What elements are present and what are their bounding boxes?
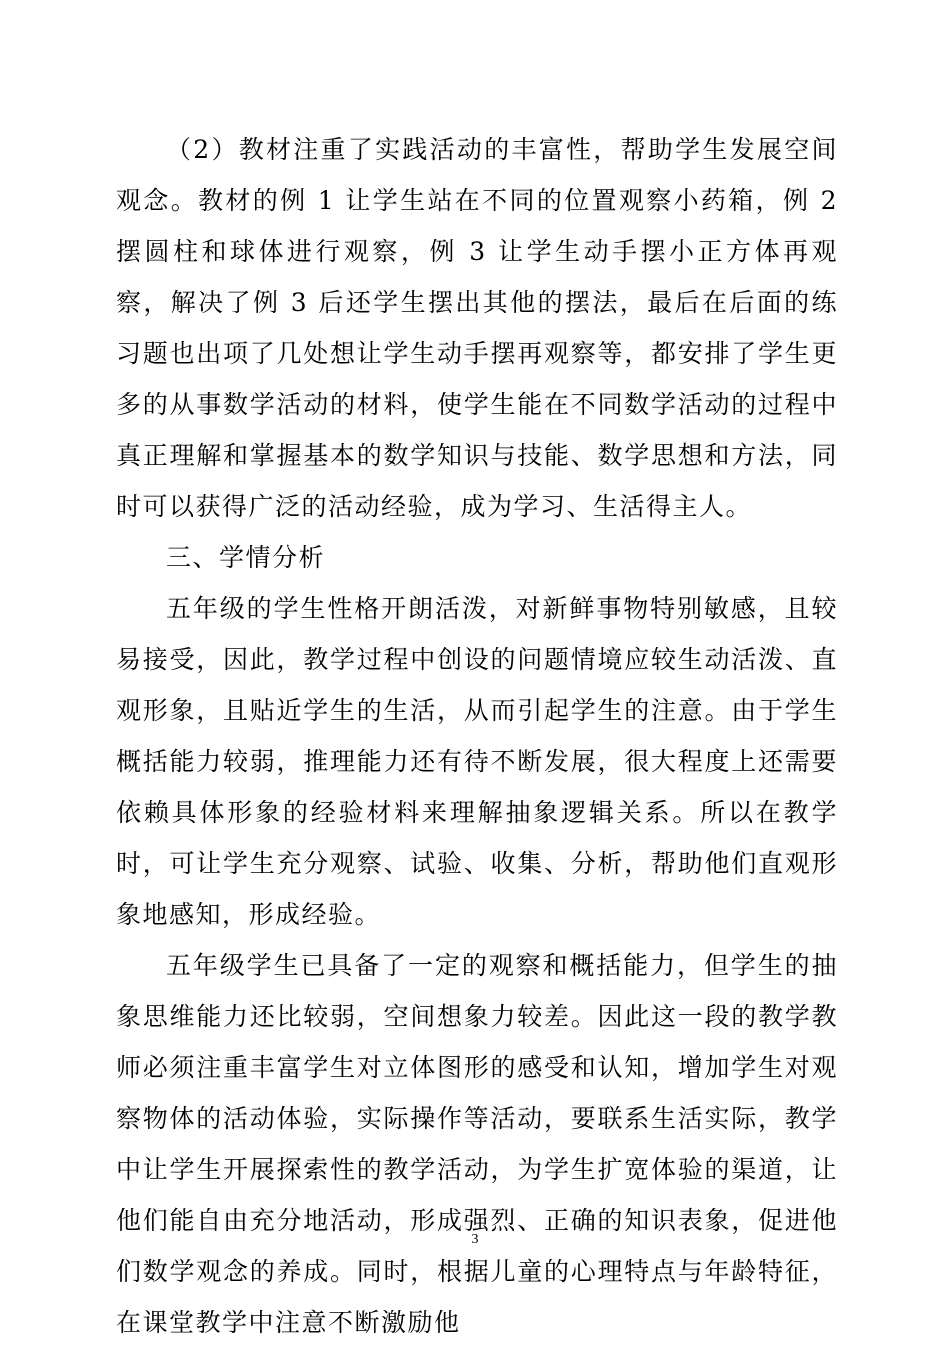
page-body	[116, 124, 838, 1348]
section-heading: 三、学情分析	[166, 543, 326, 572]
paragraph-student-ability: 五年级学生已具备了一定的观察和概括能力，但学生的抽象思维能力还比较弱，空间想象力较差。因此这一段的教学教师必须注重丰富学生对立体图形的感受和认知，增加学生对观察物体的活动体验，实际操作等活动，要联系生活实际，教学中让学生开展探索性的教学活动，为学生扩宽体验的渠道，让他们能自由充分地活动，形成强烈、正确的知识表象，促进他们数学观念的养成。同时，根据儿童的心理特点与年龄特征，在课堂教学中注意不断激励他	[116, 951, 838, 1337]
page-number: 3	[471, 1232, 479, 1247]
paragraph-material-practice: （2）教材注重了实践活动的丰富性，帮助学生发展空间观念。教材的例 1 让学生站在不同的位置观察小药箱，例 2 摆圆柱和球体进行观察，例 3 让学生动手摆小正方体再观察，解决了例 3 后还学生摆出其他的摆法，最后在后面的练习题也出项了几处想让学生动手摆再观察等，都安排了学生更多的从事数学活动的材料，使学生能在不同数学活动的过程中真正理解和掌握基本的数学知识与技能、数学思想和方法，同时可以获得广泛的活动经验，成为学习、生活得主人。	[116, 135, 838, 521]
paragraph-student-character: 五年级的学生性格开朗活泼，对新鲜事物特别敏感，且较易接受，因此，教学过程中创设的问题情境应较生动活泼、直观形象，且贴近学生的生活，从而引起学生的注意。由于学生概括能力较弱，推理能力还有待不断发展，很大程度上还需要依赖具体形象的经验材料来理解抽象逻辑关系。所以在教学时，可让学生充分观察、试验、收集、分析，帮助他们直观形象地感知，形成经验。	[116, 594, 838, 929]
